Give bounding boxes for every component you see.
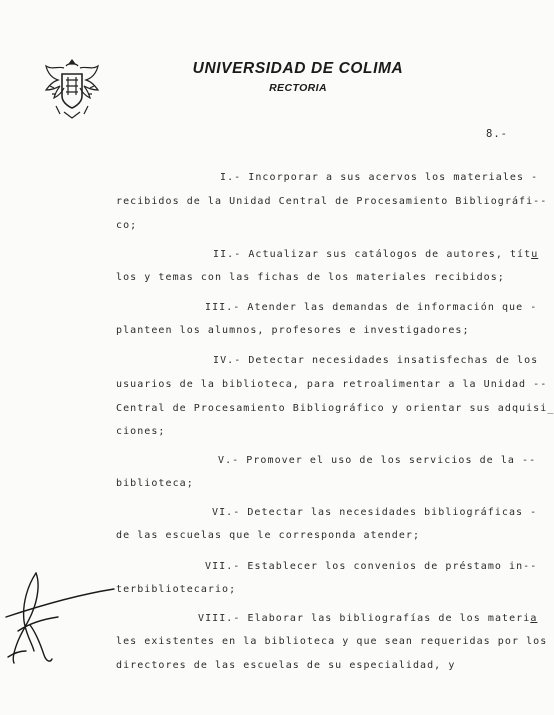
item-1-line-3: co; bbox=[116, 220, 138, 231]
office-name: RECTORIA bbox=[269, 82, 327, 94]
item-4-line-3 bbox=[116, 402, 554, 416]
item-7-line-2: terbibliotecario; bbox=[116, 584, 237, 595]
item-6-line-1: VI.- Detectar las necesidades bibliográficas - bbox=[212, 507, 538, 518]
item-2-line-1 bbox=[213, 248, 538, 262]
item-1-line-1: I.- Incorporar a sus acervos los materiales - bbox=[220, 172, 539, 183]
item-4-line-2: usuarios de la biblioteca, para retroalimentar a la Unidad -- bbox=[116, 379, 548, 390]
item-8-line-3: directores de las escuelas de su especialidad, y bbox=[116, 660, 456, 671]
item-2-line-2: los y temas con las fichas de los materiales recibidos; bbox=[116, 272, 505, 283]
university-name: UNIVERSIDAD DE COLIMA bbox=[192, 60, 404, 77]
item-3-line-1: III.- Atender las demandas de información que - bbox=[205, 302, 538, 313]
item-3-line-2: planteen los alumnos, profesores e investigadores; bbox=[116, 325, 470, 336]
item-4-line-4: ciones; bbox=[116, 426, 166, 437]
item-8-line-1 bbox=[198, 612, 537, 626]
item-5-line-1: V.- Promover el uso de los servicios de la -- bbox=[218, 455, 537, 466]
item-6-line-2: de las escuelas que le corresponda atender; bbox=[116, 530, 421, 541]
item-8-line-2: les existentes en la biblioteca y que sean requeridas por los bbox=[116, 636, 548, 647]
item-1-line-2: recibidos de la Unidad Central de Procesamiento Bibliográfi-- bbox=[116, 196, 548, 207]
university-seal-icon bbox=[42, 56, 102, 122]
handwritten-signature bbox=[0, 565, 120, 670]
item-4-line-3-hyphen: _ bbox=[547, 403, 554, 414]
item-8-line-1-text: VIII.- Elaborar las bibliografías de los materi bbox=[198, 613, 531, 624]
item-4-line-1: IV.- Detectar necesidades insatisfechas de los bbox=[213, 355, 539, 366]
item-2-line-1-hyphen: u bbox=[531, 249, 539, 260]
page-number: 8.- bbox=[486, 128, 508, 140]
item-8-line-1-hyphen: a bbox=[530, 613, 538, 624]
item-4-line-3-text: Central de Procesamiento Bibliográfico y orientar sus adquisi bbox=[116, 403, 548, 414]
item-7-line-1: VII.- Establecer los convenios de préstamo in-- bbox=[205, 561, 538, 572]
item-5-line-2: biblioteca; bbox=[116, 478, 194, 489]
item-2-line-1-text: II.- Actualizar sus catálogos de autores, tít bbox=[213, 249, 532, 260]
